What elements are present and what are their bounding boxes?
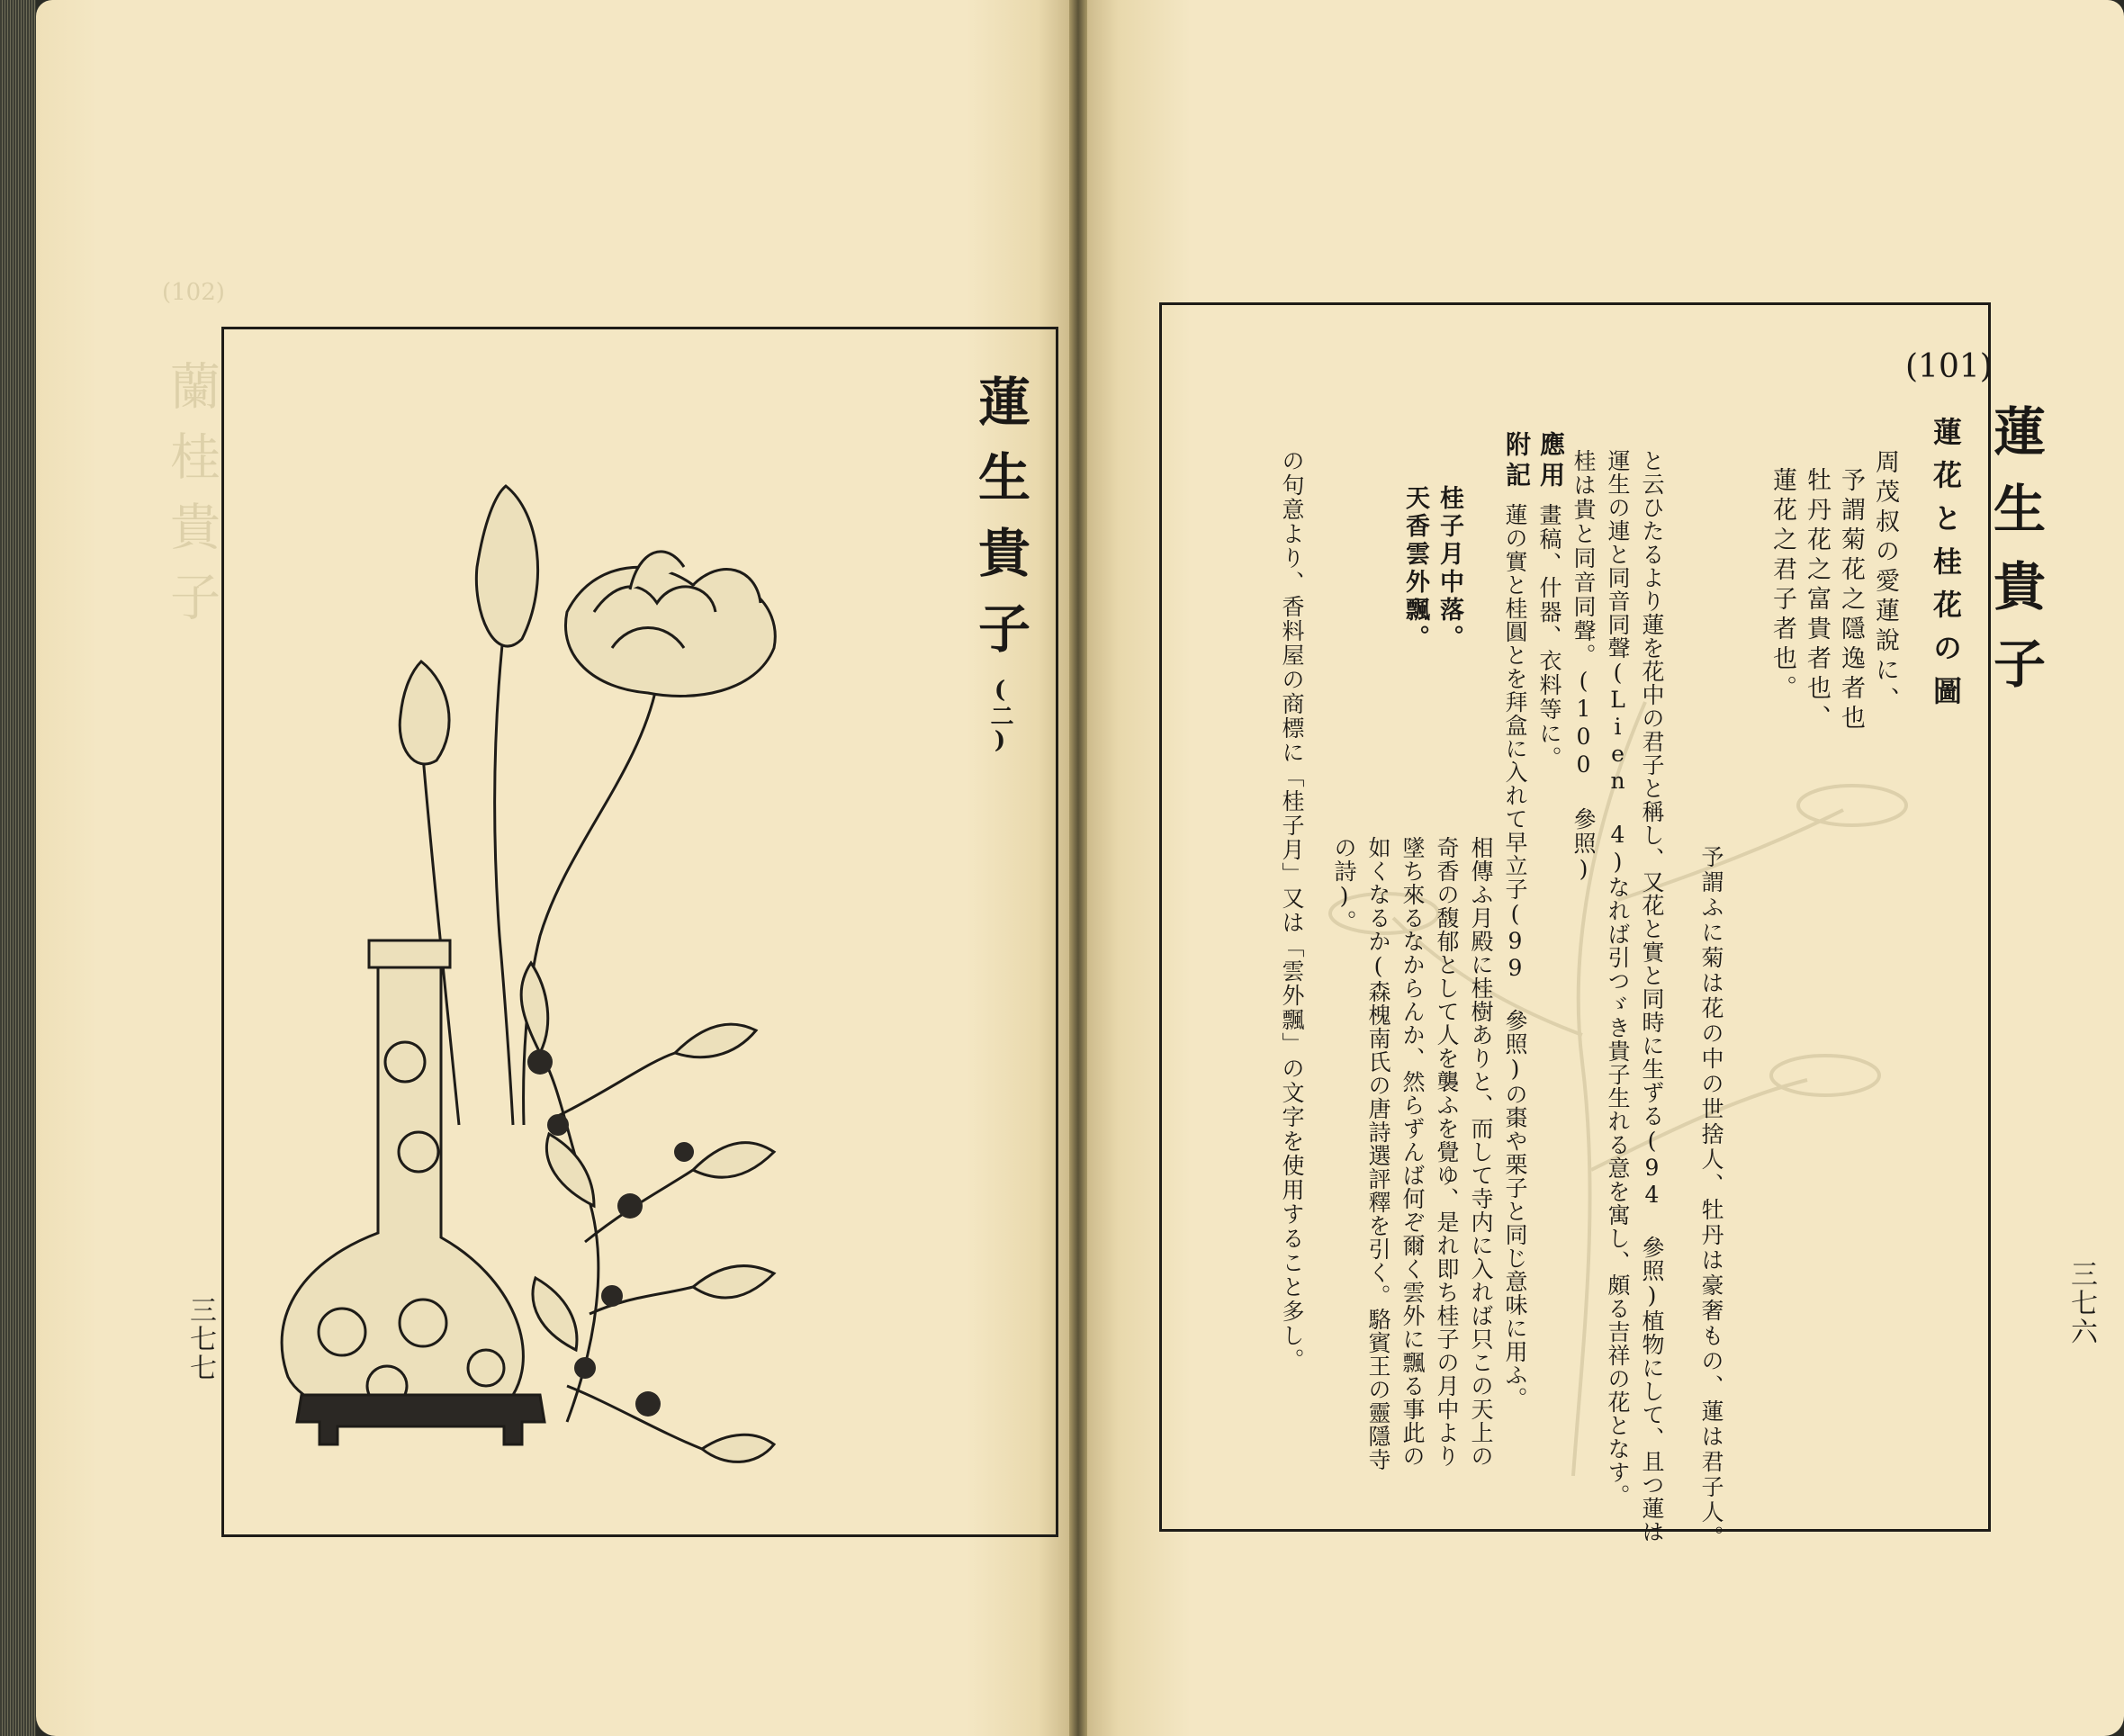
osmanthus-leaves <box>521 963 774 1462</box>
plate-subtitle: 蓮花と桂花の圖 <box>1929 417 1963 719</box>
bleed-through-number: (102) <box>162 279 225 306</box>
left-page-number: 三七七 <box>184 1296 216 1382</box>
poem-line: 天香雲外飄。 <box>1401 485 1429 652</box>
appendix-label: 附記 <box>1502 431 1532 492</box>
osmanthus-branch <box>540 1053 702 1449</box>
body-line: 桂は貴と同音同聲。(100 參照) <box>1570 449 1597 884</box>
body-line: と云ひたるより蓮を花中の君子と稱し、又花と實と同時に生ずる(94 參照)植物にして、且つ蓮は <box>1639 449 1665 1543</box>
illustration-title-sup: (二) <box>986 677 1013 754</box>
quote-line: 周茂叔の愛蓮說に、 <box>1871 449 1899 716</box>
appendix-line: 墜ち來るなからんか、然らずんば何ぞ爾く雲外に飄る事此の <box>1400 836 1426 1468</box>
application-label: 應用 <box>1536 431 1566 492</box>
appendix-line: 相傳ふ月殿に桂樹ありと、而して寺内に入れば只この天上の <box>1468 836 1494 1468</box>
osmanthus-flower-clusters <box>527 1049 694 1417</box>
quote-note: 予謂ふに菊は花の中の世捨人、牡丹は豪奢もの、蓮は君子人。 <box>1698 845 1724 1551</box>
plate-number: (101) <box>1905 348 1993 385</box>
right-page <box>1087 0 2124 1736</box>
plate-title: 蓮生貴子 <box>1984 404 2046 714</box>
vase-stand <box>297 1395 544 1444</box>
bleed-through-title: 蘭桂貴子 <box>162 360 220 641</box>
illustration-title <box>962 374 1038 754</box>
lotus-osmanthus-vase-illustration <box>270 432 954 1503</box>
seed-pod-stem <box>495 612 513 1125</box>
lotus-flower <box>565 552 775 697</box>
page-edges <box>0 0 36 1736</box>
closing-line: の句意より、香料屋の商標に「桂子月」又は「雲外飄」の文字を使用すること多し。 <box>1279 449 1305 1372</box>
appendix-line: 蓮の實と桂圓とを拜盒に入れて早立子(99 參照)の棗や栗子と同じ意味に用ふ。 <box>1502 503 1528 1410</box>
book-gutter <box>1069 0 1087 1736</box>
seed-pod <box>476 486 537 646</box>
appendix-line: 奇香の馥郁として人を襲ふを覺ゆ、是れ即ち桂子の月中より <box>1434 836 1460 1468</box>
text-frame <box>1159 302 2046 1551</box>
cloisonne-vase <box>282 940 523 1422</box>
appendix-line: の詩)。 <box>1331 836 1357 933</box>
quote-line: 蓮花之君子者也。 <box>1768 467 1796 705</box>
body-line: 運生の連と同音同聲(Lien 4)なれば引つゞき貴子生れる意を寓し、頗る吉祥の花となす。 <box>1605 449 1631 1507</box>
poem-line: 桂子月中落。 <box>1436 485 1463 652</box>
application-text: 畫稿、什器、衣料等に。 <box>1536 503 1562 770</box>
left-page <box>36 0 1069 1736</box>
illustration-title-text: 蓮生貴子 <box>969 374 1030 677</box>
quote-line: 予謂菊花之隱逸者也 <box>1837 467 1865 734</box>
lotus-bud <box>400 661 449 764</box>
appendix-line: 如くなるか(森槐南氏の唐詩選評釋を引く。駱賓王の靈隱寺 <box>1365 836 1391 1471</box>
right-page-number: 三七六 <box>2066 1260 2097 1346</box>
quote-line: 牡丹花之富貴者也、 <box>1803 467 1831 734</box>
